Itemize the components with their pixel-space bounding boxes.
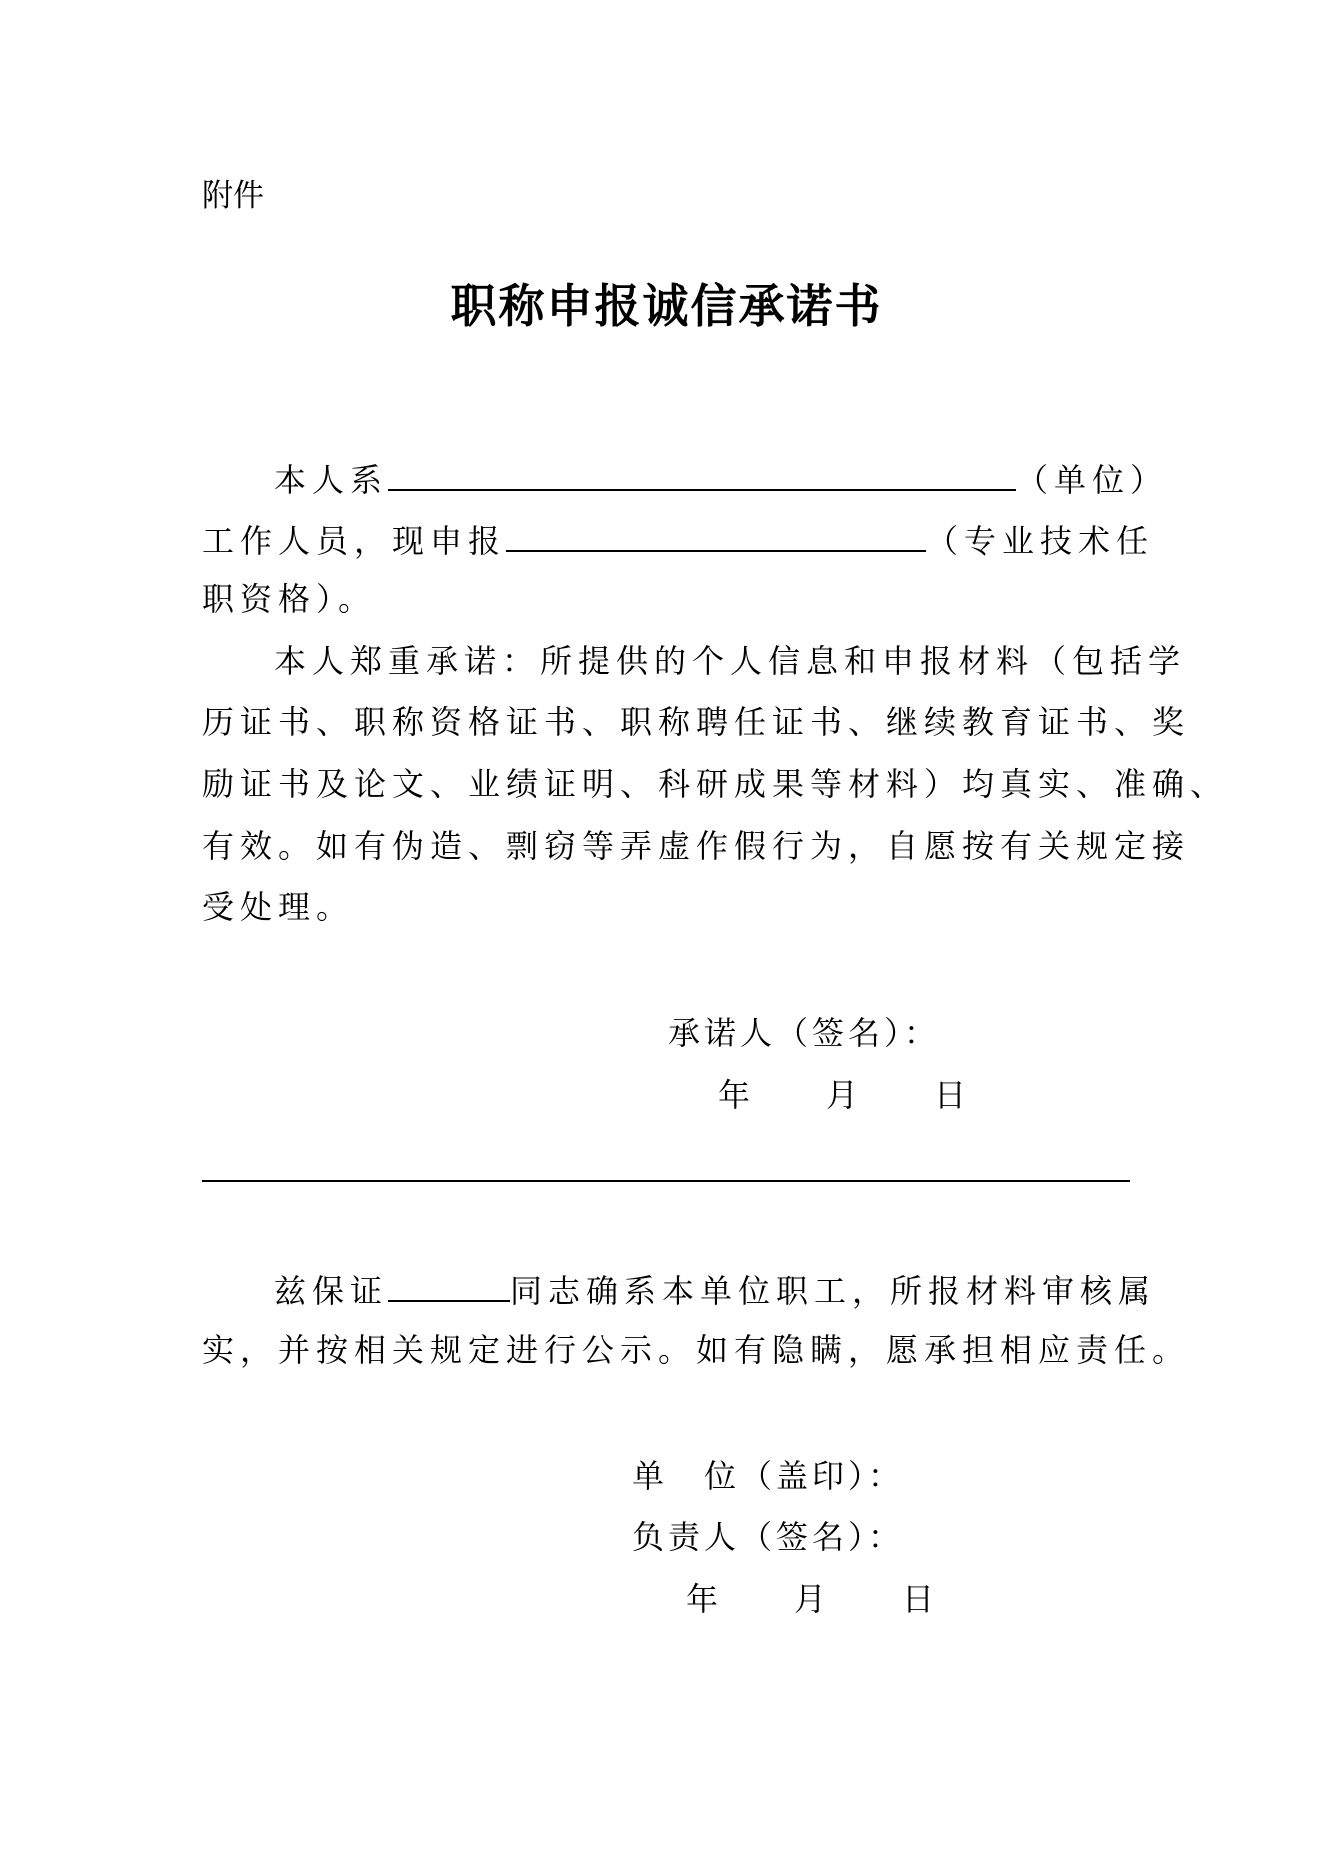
pledge-line-2-suffix: （专业技术任 [926, 522, 1155, 560]
pledge-line-2 [202, 516, 1154, 560]
date-year: 年 [686, 1580, 719, 1618]
pledge-line-3: 职资格）。 [202, 580, 377, 618]
cert-line-2: 实，并按相关规定进行公示。如有隐瞒，愿承担相应责任。 [202, 1331, 1191, 1369]
date-year: 年 [718, 1076, 751, 1114]
pledge-para2-line: 励证书及论文、业绩证明、科研成果等材料）均真实、准确、 [202, 765, 1229, 803]
unit-seal-label: 单 位（盖印）： [632, 1457, 905, 1495]
date-month: 月 [826, 1076, 859, 1114]
date-month: 月 [794, 1580, 827, 1618]
section-divider [202, 1180, 1130, 1182]
pledge-para2-line: 历证书、职称资格证书、职称聘任证书、继续教育证书、奖 [202, 703, 1191, 741]
signer-label: 承诺人（签名）： [668, 1014, 941, 1052]
document-title: 职称申报诚信承诺书 [450, 279, 883, 333]
cert-line-1 [274, 1266, 1156, 1310]
pledge-para2-line: 本人郑重承诺：所提供的个人信息和申报材料（包括学 [274, 642, 1187, 680]
cert-line-1-suffix: 同志确系本单位职工，所报材料审核属 [510, 1272, 1157, 1310]
leader-sign-label: 负责人（签名）： [632, 1518, 905, 1556]
pledge-line-1 [274, 455, 1168, 499]
qualification-blank[interactable] [506, 516, 926, 552]
pledge-para2-line: 受处理。 [202, 888, 355, 926]
cert-line-1-prefix: 兹保证 [274, 1272, 389, 1310]
pledge-line-1-prefix: 本人系 [274, 461, 389, 499]
attachment-label: 附件 [202, 178, 264, 214]
comrade-name-blank[interactable] [388, 1266, 510, 1302]
pledge-para2-line: 有效。如有伪造、剽窃等弄虚作假行为，自愿按有关规定接 [202, 827, 1191, 865]
pledge-line-1-suffix: （单位） [1016, 461, 1169, 499]
cert-date [686, 1577, 934, 1621]
date-day: 日 [902, 1580, 935, 1618]
pledge-line-2-prefix: 工作人员，现申报 [202, 522, 507, 560]
unit-name-blank[interactable] [388, 455, 1016, 491]
date-day: 日 [934, 1076, 967, 1114]
pledge-date [718, 1073, 966, 1117]
